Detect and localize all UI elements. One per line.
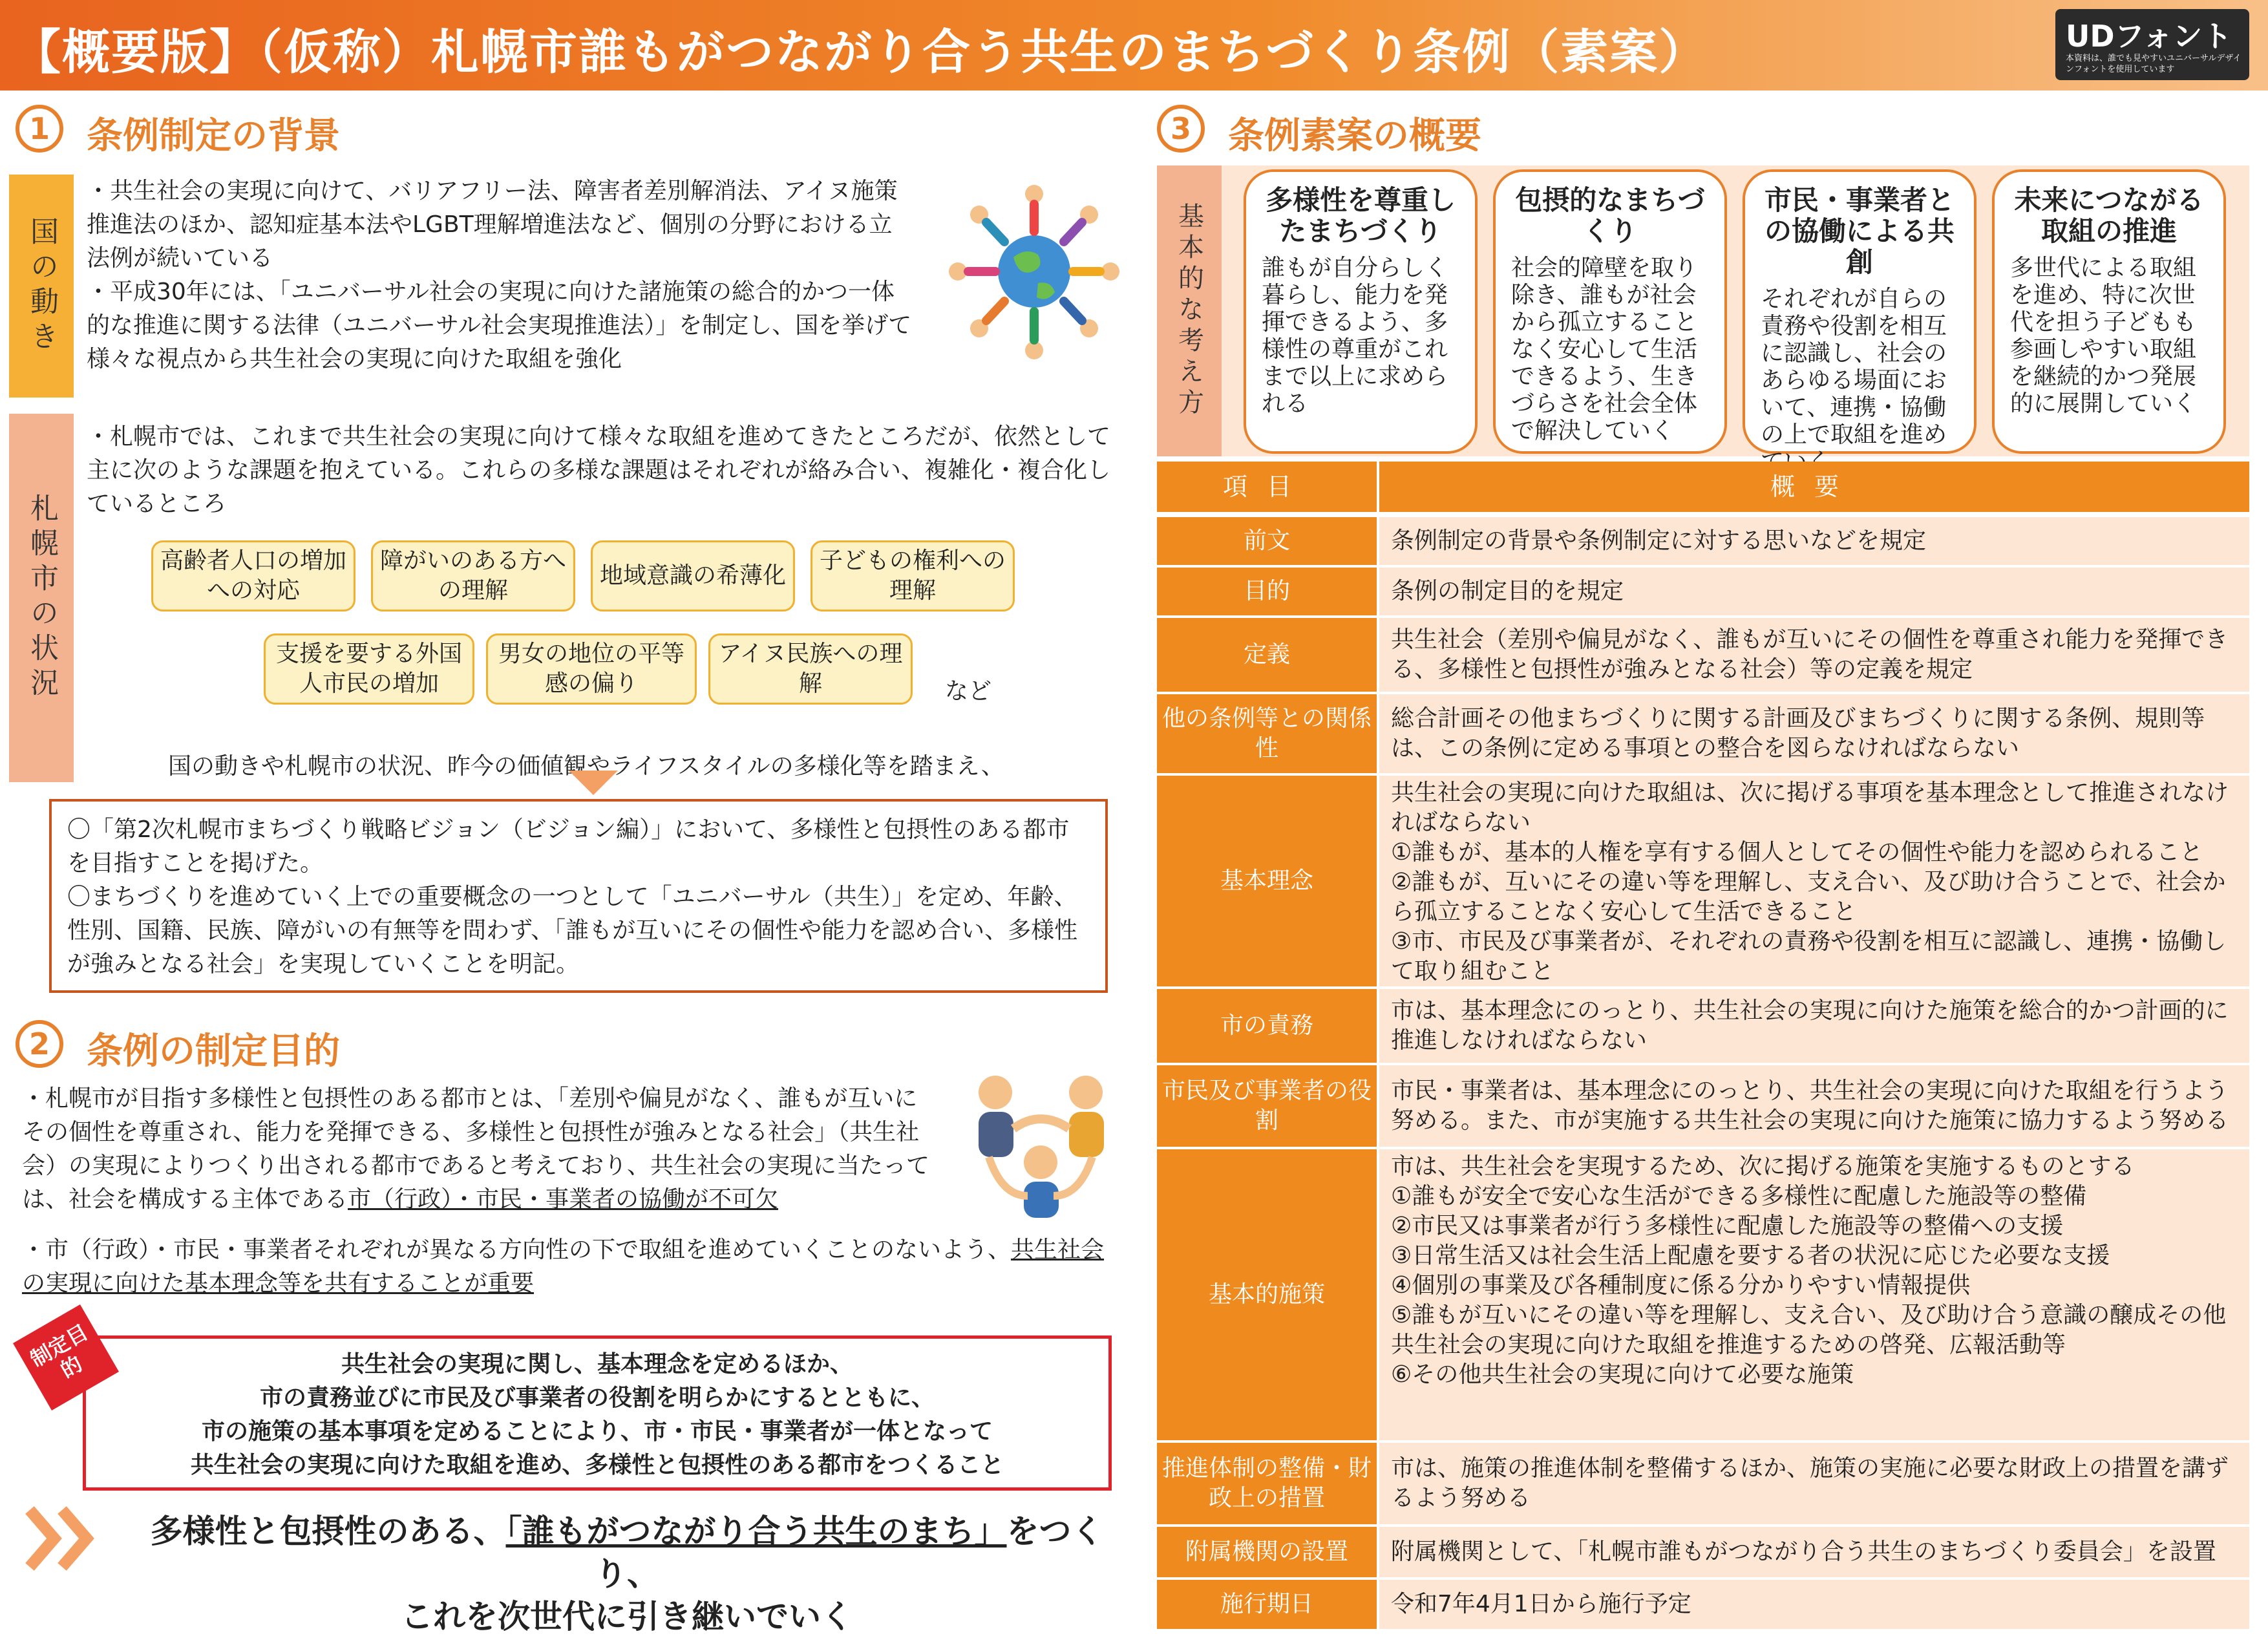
- issue-card: 地域意識の希薄化: [591, 540, 795, 612]
- issue-card: 子どもの権利への理解: [811, 540, 1015, 612]
- kuni-text-2: ・平成30年には、「ユニバーサル社会の実現に向けた諸施策の総合的かつ一体的な推進に関する法律（ユニバーサル社会実現推進法）」を制定し、国を挙げて様々な視点から共生社会の実現に向けた取組を強化: [87, 279, 912, 372]
- row-summary: 市は、施策の推進体制を整備するほか、施策の実施に必要な財政上の措置を講ずるよう努める: [1379, 1443, 2249, 1527]
- row-item: 市の責務: [1157, 989, 1377, 1065]
- concept-card-text: 社会的障壁を取り除き、誰もが社会から孤立することなく安心して生活できるよう、生きづらさを社会全体で解決していく: [1511, 255, 1698, 444]
- concept-card-title: 多様性を尊重したまちづくり: [1265, 184, 1456, 247]
- section1-title: 条例制定の背景: [87, 115, 340, 157]
- issue-card: 障がいのある方への理解: [371, 540, 575, 612]
- vision-text-2: 〇まちづくりを進めていく上での重要概念の一つとして「ユニバーサル（共生）」を定め、年齢、性別、国籍、民族、障がいの有無等を問わず、「誰もが互いにその個性や能力を認め合い、多様性が強みとなる社会」を実現していくことを明記。: [67, 884, 1078, 977]
- issues-etc: など: [945, 678, 992, 705]
- row-summary: 令和7年4月1日から施行予定: [1379, 1580, 2249, 1632]
- section2-title: 条例の制定目的: [87, 1030, 340, 1072]
- kuni-text: [87, 175, 914, 376]
- concept-card: [1743, 169, 1977, 454]
- row-summary: 市は、基本理念にのっとり、共生社会の実現に向けた施策を総合的かつ計画的に推進しなければならない: [1379, 989, 2249, 1065]
- underlined-text: 共生社会の実現に向けた基本理念等を共有することが重要: [22, 1237, 1105, 1297]
- section1-heading: [16, 105, 468, 156]
- table-row: [1157, 1443, 2249, 1527]
- table-row: [1157, 1149, 2249, 1443]
- row-item: 基本理念: [1157, 776, 1377, 989]
- row-item: 推進体制の整備・財政上の措置: [1157, 1443, 1377, 1527]
- row-item: 目的: [1157, 568, 1377, 618]
- row-item: 定義: [1157, 618, 1377, 694]
- section3-heading: [1157, 105, 1609, 156]
- table-row: [1157, 568, 2249, 618]
- concept-card-text: 誰もが自分らしく暮らし、能力を発揮できるよう、多様性の尊重がこれまで以上に求められる: [1262, 255, 1448, 417]
- header-summary: 概要: [1379, 462, 2249, 515]
- bridge-text: 国の動きや札幌市の状況、昨今の価値観やライフスタイルの多様化等を踏まえ、: [168, 753, 1004, 780]
- final-message: 多様性と包摂性のある、「誰もがつながり合う共生のまち」をつくり、 これを次世代に引き継いでいく: [150, 1513, 1104, 1635]
- concept-card-title: 包摂的なまちづくり: [1515, 184, 1705, 247]
- row-summary: 条例の制定目的を規定: [1379, 568, 2249, 618]
- page-title: 【概要版】（仮称）札幌市誰もがつながり合う共生のまちづくり条例（素案）: [13, 25, 1708, 80]
- table-row: [1157, 989, 2249, 1065]
- concept-card-title: 市民・事業者との協働による共創: [1764, 184, 1955, 278]
- kuni-label: 国の動き: [9, 175, 74, 398]
- table-row: [1157, 1527, 2249, 1580]
- section1-number: 1: [16, 105, 63, 153]
- row-item: 他の条例等との関係性: [1157, 694, 1377, 776]
- issue-card: 支援を要する外国人市民の増加: [264, 633, 474, 705]
- kuni-text-1: ・共生社会の実現に向けて、バリアフリー法、障害者差別解消法、アイヌ施策推進法のほか、認知症基本法やLGBT理解増進法など、個別の分野における立法例が続いている: [87, 178, 898, 271]
- row-summary: 共生社会の実現に向けた取組は、次に掲げる事項を基本理念として推進されなければならない ①誰もが、基本的人権を享有する個人としてその個性や能力を認められること ②誰もが、互いにその違い等を理解し、支え合い、及び助け合うことで、社会から孤立することなく安心して生活できること ③市、市民及び事業者が、それぞれの責務や役割を相互に認識し、連携・協働して取り組むこと: [1379, 776, 2249, 989]
- issue-card: 高齢者人口の増加への対応: [151, 540, 355, 612]
- concept-card-title: 未来につながる取組の推進: [2014, 184, 2204, 247]
- row-summary: 市は、共生社会を実現するため、次に掲げる施策を実施するものとする ①誰もが安全で安心な生活ができる多様性に配慮した施設等の整備 ②市民又は事業者が行う多様性に配慮した施設等の整備への支援 ③日常生活又は社会生活上配慮を要する者の状況に応じた必要な支援 ④個別の事業及び各種制度に係る分かりやすい情報提供 ⑤誰もが互いにその違い等を理解し、支え合い、及び助け合う意識の醸成その他共生社会の実現に向けた取組を推進するための啓発、広報活動等 ⑥その他共生社会の実現に向けて必要な施策: [1379, 1149, 2249, 1443]
- row-item: 市民及び事業者の役割: [1157, 1065, 1377, 1149]
- header-item: 項目: [1157, 462, 1377, 515]
- row-summary: 条例制定の背景や条例制定に対する思いなどを規定: [1379, 517, 2249, 568]
- row-item: 前文: [1157, 517, 1377, 568]
- section3-title: 条例素案の概要: [1228, 115, 1481, 157]
- row-summary: 市民・事業者は、基本理念にのっとり、共生社会の実現に向けた取組を行うよう努める。また、市が実施する共生社会の実現に向けた施策に協力するよう努める: [1379, 1065, 2249, 1149]
- header-bar: [0, 0, 2268, 90]
- chevron-right-icon: [58, 1506, 97, 1571]
- table-row: [1157, 1065, 2249, 1149]
- row-item: 附属機関の設置: [1157, 1527, 1377, 1580]
- vision-box: [49, 799, 1108, 993]
- table-row: [1157, 776, 2249, 989]
- purpose-tag: 制定目的: [13, 1304, 119, 1410]
- purpose-box: [83, 1335, 1112, 1491]
- concept-card: [1493, 169, 1727, 454]
- row-item: 施行期日: [1157, 1580, 1377, 1632]
- purpose-text-2: ・市（行政）・市民・事業者それぞれが異なる方向性の下で取組を進めていくことのないよう、共生社会の実現に向けた基本理念等を共有することが重要: [22, 1237, 1105, 1297]
- row-summary: 総合計画その他まちづくりに関する計画及びまちづくりに関する条例、規則等は、この条例に定める事項との整合を図らなければならない: [1379, 694, 2249, 776]
- ud-font-badge: [2055, 9, 2249, 80]
- concept-card-text: それぞれが自らの責務や役割を相互に認識し、社会のあらゆる場面において、連携・協働の上で取組を進め: [1761, 286, 1947, 448]
- underlined-text: 市（行政）・市民・事業者の協働が不可欠: [348, 1186, 779, 1213]
- table-header: [1157, 462, 2249, 515]
- section2-heading: [16, 1020, 468, 1072]
- section3-number: 3: [1157, 105, 1205, 153]
- people-illustration: [963, 1067, 1118, 1222]
- table-row: [1157, 517, 2249, 568]
- purpose-line: 市の責務並びに市民及び事業者の役割を明らかにするとともに、: [259, 1385, 935, 1411]
- purpose-text-1: ・札幌市が目指す多様性と包摂性のある都市とは、「差別や偏見がなく、誰もが互いにその個性を尊重され、能力を発揮できる、多様性と包摂性が強みとなる社会」（共生社会）の実現によりつくり出される都市であると考えており、共生社会の実現に当たっては、社会を構成する主体である市（行政）・市民・事業者の協働が不可欠: [22, 1085, 930, 1213]
- issue-card: 男女の地位の平等感の偏り: [486, 633, 697, 705]
- issue-card: アイヌ民族への理解: [708, 633, 913, 705]
- row-summary: 共生社会（差別や偏見がなく、誰もが互いにその個性を尊重され能力を発揮できる、多様性と包摂性が強みとなる社会）等の定義を規定: [1379, 618, 2249, 694]
- purpose-line: 市の施策の基本事項を定めることにより、市・市民・事業者が一体となって: [201, 1418, 993, 1445]
- concept-card: [1244, 169, 1478, 454]
- kihon-label: 基本的な考え方: [1157, 165, 1222, 456]
- ud-font-label: UDフォント: [2066, 19, 2232, 54]
- purpose-line: 共生社会の実現に関し、基本理念を定めるほか、: [341, 1351, 853, 1377]
- down-arrow-icon: [569, 771, 618, 795]
- concept-card-text: 多世代による取組を進め、特に次世代を担う子どもも参画しやすい取組を継続的かつ発展的に展開していく: [2010, 255, 2197, 417]
- sapporo-label: 札幌市の状況: [9, 414, 74, 782]
- row-item: 基本的施策: [1157, 1149, 1377, 1443]
- section2-number: 2: [16, 1020, 63, 1068]
- table-row: [1157, 694, 2249, 776]
- globe-people-illustration: [937, 175, 1131, 368]
- concept-card: [1992, 169, 2226, 454]
- table-row: [1157, 1580, 2249, 1632]
- sapporo-text: ・札幌市では、これまで共生社会の実現に向けて様々な取組を進めてきたところだが、依然として主に次のような課題を抱えている。これらの多様な課題はそれぞれが絡み合い、複雑化・複合化しているところ: [87, 423, 1111, 517]
- ud-font-note: 本資料は、誰でも見やすいユニバーサルデザインフォントを使用しています: [2066, 54, 2242, 74]
- row-summary: 附属機関として、「札幌市誰もがつながり合う共生のまちづくり委員会」を設置: [1379, 1527, 2249, 1580]
- vision-text-1: 〇「第2次札幌市まちづくり戦略ビジョン（ビジョン編）」において、多様性と包摂性のある都市を目指すことを掲げた。: [67, 816, 1070, 877]
- table-row: [1157, 618, 2249, 694]
- purpose-line: 共生社会の実現に向けた取組を進め、多様性と包摂性のある都市をつくること: [190, 1452, 1004, 1478]
